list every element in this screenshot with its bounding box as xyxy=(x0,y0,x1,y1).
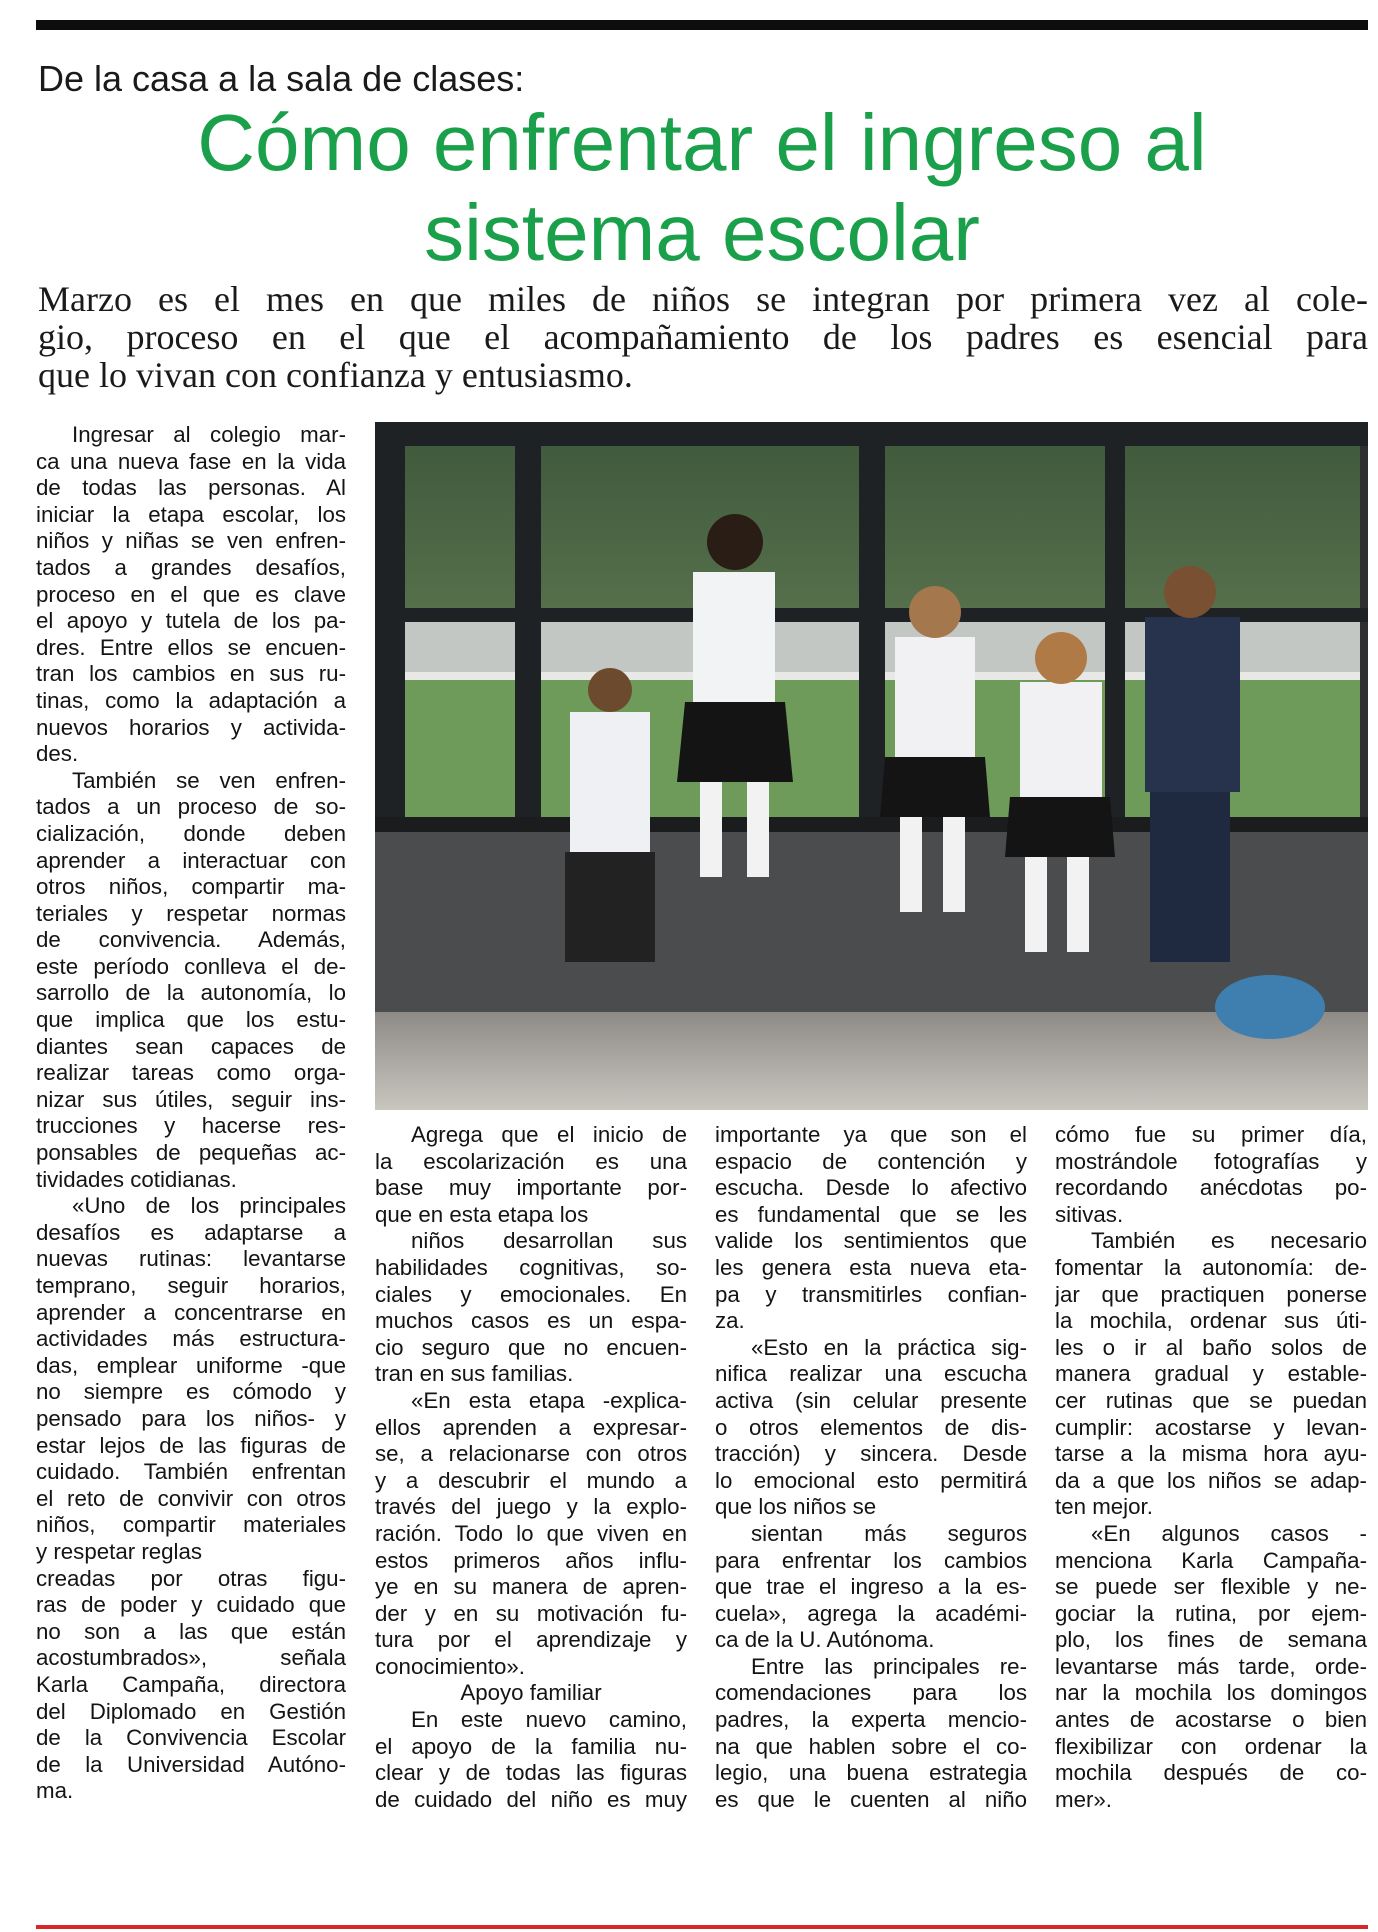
article-line: que en esta etapa los xyxy=(375,1201,589,1227)
article-line: que trae el ingreso a la es- xyxy=(715,1574,1027,1600)
article-line: tados a un proceso de so- xyxy=(36,794,346,820)
article-line: plo, los fines de semana xyxy=(1055,1627,1367,1653)
article-line: ma. xyxy=(36,1778,74,1804)
article-line: tura por el aprendizaje y xyxy=(375,1627,687,1653)
article-line: También se ven enfren- xyxy=(72,767,346,793)
article-line: para enfrentar los cambios xyxy=(715,1547,1027,1573)
article-line: de convivencia. Además, xyxy=(36,927,346,953)
article-line: sarrollo de la autonomía, lo xyxy=(36,980,346,1006)
article-line: ca de la U. Autónoma. xyxy=(715,1627,935,1653)
article-line: manera gradual y estable- xyxy=(1055,1361,1367,1387)
article-line: base muy importante por- xyxy=(375,1175,687,1201)
article-photo xyxy=(375,422,1368,1110)
article-line: niños, compartir materiales xyxy=(36,1512,346,1538)
article-line: tran en sus familias. xyxy=(375,1361,574,1387)
article-line: lo emocional esto permitirá xyxy=(715,1467,1027,1493)
article-column-3 xyxy=(715,1122,1027,1813)
article-line: de la Convivencia Escolar xyxy=(36,1725,346,1751)
article-line: «Uno de los principales xyxy=(72,1193,346,1219)
article-line: nuevas rutinas: levantarse xyxy=(36,1246,346,1272)
article-line: tarse a la misma hora ayu- xyxy=(1055,1441,1367,1467)
article-line: se puede ser flexible y ne- xyxy=(1055,1574,1367,1600)
article-line: «En esta etapa -explica- xyxy=(411,1387,687,1413)
article-column-2 xyxy=(375,1122,687,1813)
article-line: tran los cambios en sus ru- xyxy=(36,661,346,687)
article-line: antes de acostarse o bien xyxy=(1055,1707,1367,1733)
article-line: este período conlleva el de- xyxy=(36,953,346,979)
article-line: de todas las personas. Al xyxy=(36,475,346,501)
article-line: dres. Entre ellos se encuen- xyxy=(36,634,346,660)
kicker: De la casa a la sala de clases: xyxy=(38,58,525,99)
article-line: jar que practiquen ponerse xyxy=(1055,1281,1367,1307)
article-line: cio seguro que no encuen- xyxy=(375,1334,687,1360)
article-line: de la Universidad Autóno- xyxy=(36,1751,346,1777)
article-line: o otros elementos de dis- xyxy=(715,1414,1027,1440)
lead-line: Marzo es el mes en que miles de niños se integran por primera vez al cole- xyxy=(38,279,1368,319)
article-line: es fundamental que se les xyxy=(715,1201,1027,1227)
article-line: clear y de todas las figuras xyxy=(375,1760,687,1786)
article-line: estar lejos de las figuras de xyxy=(36,1432,346,1458)
article-line: no siempre es cómodo y xyxy=(36,1379,346,1405)
article-line: En este nuevo camino, xyxy=(411,1707,687,1733)
article-line: mochila después de co- xyxy=(1055,1760,1367,1786)
article-line: se, a relacionarse con otros xyxy=(375,1441,687,1467)
article-line: aprender a interactuar con xyxy=(36,847,346,873)
article-line: gociar la rutina, por ejem- xyxy=(1055,1600,1367,1626)
article-line: temprano, seguir horarios, xyxy=(36,1273,346,1298)
article-line: das, emplear uniforme -que xyxy=(36,1352,346,1378)
lead-line: gio, proceso en el que el acompañamiento de los padres es esencial para xyxy=(38,317,1368,357)
article-line: tados a grandes desafíos, xyxy=(36,554,346,580)
article-line: Karla Campaña, directora xyxy=(36,1671,346,1697)
article-line: la mochila, ordenar sus úti- xyxy=(1055,1308,1367,1334)
article-line: les genera esta nueva eta- xyxy=(715,1254,1027,1280)
article-line: otros niños, compartir ma- xyxy=(36,874,346,900)
article-line: través del juego y la explo- xyxy=(375,1494,687,1520)
article-line: teriales y respetar normas xyxy=(36,900,346,926)
article-line: cuidado. También enfrentan xyxy=(36,1459,346,1485)
bottom-rule xyxy=(36,1925,1368,1929)
article-line: flexibilizar con ordenar la xyxy=(1055,1733,1367,1759)
lead-paragraph xyxy=(38,280,1368,394)
article-line: del Diplomado en Gestión xyxy=(36,1698,346,1724)
article-line: iniciar la etapa escolar, los xyxy=(36,501,346,527)
headline-line: sistema escolar xyxy=(424,188,980,277)
article-line: fomentar la autonomía: de- xyxy=(1055,1254,1367,1280)
article-line: estos primeros años influ- xyxy=(375,1547,687,1573)
article-line: conocimiento». xyxy=(375,1653,525,1679)
article-line: realizar tareas como orga- xyxy=(36,1060,346,1086)
article-line: ten mejor. xyxy=(1055,1494,1153,1520)
article-line: ellos aprenden a expresar- xyxy=(375,1414,687,1440)
article-line: activa (sin celular presente xyxy=(715,1387,1027,1413)
article-line: ciales y emocionales. En xyxy=(375,1281,687,1307)
article-line: y a descubrir el mundo a xyxy=(375,1467,687,1493)
article-line: ca una nueva fase en la vida xyxy=(36,448,346,474)
article-line: za. xyxy=(715,1308,745,1334)
headline xyxy=(36,98,1368,278)
article-line: diantes sean capaces de xyxy=(36,1033,346,1059)
article-line: cer rutinas que se puedan xyxy=(1055,1387,1367,1413)
article-line: nuevos horarios y activida- xyxy=(36,714,346,740)
article-line: menciona Karla Campaña- xyxy=(1055,1547,1367,1573)
article-line: «En algunos casos - xyxy=(1091,1520,1367,1546)
lead-line: que lo vivan con confianza y entusiasmo. xyxy=(38,355,633,395)
article-line: ras de poder y cuidado que xyxy=(36,1592,346,1618)
article-line: aprender a concentrarse en xyxy=(36,1299,346,1325)
article-line: na que hablen sobre el co- xyxy=(715,1733,1027,1759)
article-line: Apoyo familiar xyxy=(460,1680,602,1706)
article-line: mer». xyxy=(1055,1786,1112,1812)
article-line: acostumbrados», señala xyxy=(36,1645,346,1671)
article-line: nizar sus útiles, seguir ins- xyxy=(36,1086,346,1112)
article-line: padres, la experta mencio- xyxy=(715,1707,1027,1733)
article-line: recordando anécdotas po- xyxy=(1055,1175,1367,1201)
article-line: no son a las que están xyxy=(36,1618,346,1644)
article-line: actividades más estructura- xyxy=(36,1326,346,1352)
article-line: ponsables de pequeñas ac- xyxy=(36,1140,346,1166)
article-line: que los niños se xyxy=(715,1494,877,1520)
article-line: Entre las principales re- xyxy=(751,1653,1027,1679)
photo-children-at-window xyxy=(375,422,1368,1110)
article-line: trucciones y hacerse res- xyxy=(36,1113,346,1139)
article-line: der y en su motivación fu- xyxy=(375,1600,687,1626)
article-column-1 xyxy=(36,422,346,1805)
article-line: que implica que los estu- xyxy=(36,1007,346,1033)
article-line: des. xyxy=(36,741,79,767)
article-line: levantarse más tarde, orde- xyxy=(1055,1653,1367,1679)
article-line: cumplir: acostarse y levan- xyxy=(1055,1414,1367,1440)
article-line: la escolarización es una xyxy=(375,1148,687,1174)
article-line: sitivas. xyxy=(1055,1201,1124,1227)
article-line: de cuidado del niño es muy xyxy=(375,1786,687,1812)
article-line: sientan más seguros xyxy=(751,1520,1027,1546)
article-line: el apoyo de la familia nu- xyxy=(375,1733,687,1759)
article-line: habilidades cognitivas, so- xyxy=(375,1254,687,1280)
article-line: pa y transmitirles confian- xyxy=(715,1281,1027,1307)
article-line: niños desarrollan sus xyxy=(411,1228,687,1254)
article-line: desafíos es adaptarse a xyxy=(36,1219,346,1245)
article-line: creadas por otras figu- xyxy=(36,1565,346,1591)
article-line: es que le cuenten al niño xyxy=(715,1786,1027,1812)
article-line: comendaciones para los xyxy=(715,1680,1027,1706)
article-line: ye en su manera de apren- xyxy=(375,1574,687,1600)
article-line: proceso en el que es clave xyxy=(36,581,346,607)
article-line: Ingresar al colegio mar- xyxy=(72,422,346,447)
article-line: cuela», agrega la académi- xyxy=(715,1600,1027,1626)
article-line: les o ir al baño solos de xyxy=(1055,1334,1367,1360)
article-line: importante ya que son el xyxy=(715,1122,1027,1147)
article-line: nar la mochila los domingos xyxy=(1055,1680,1367,1706)
top-rule xyxy=(36,20,1368,30)
article-line: legio, una buena estrategia xyxy=(715,1760,1027,1786)
article-line: cialización, donde deben xyxy=(36,820,346,846)
article-line: cómo fue su primer día, xyxy=(1055,1122,1367,1147)
article-line: pensado para los niños- y xyxy=(36,1405,346,1431)
article-line: Agrega que el inicio de xyxy=(411,1122,687,1147)
article-line: escucha. Desde lo afectivo xyxy=(715,1175,1027,1201)
article-line: tinas, como la adaptación a xyxy=(36,687,346,713)
article-column-4 xyxy=(1055,1122,1367,1813)
article-line: el apoyo y tutela de los pa- xyxy=(36,608,346,634)
article-line: el reto de convivir con otros xyxy=(36,1485,346,1511)
article-line: espacio de contención y xyxy=(715,1148,1027,1174)
article-line: muchos casos es un espa- xyxy=(375,1308,687,1334)
article-line: tividades cotidianas. xyxy=(36,1166,237,1192)
article-line: da a que los niños se adap- xyxy=(1055,1467,1367,1493)
article-line: «Esto en la práctica sig- xyxy=(751,1334,1027,1360)
article-line: nifica realizar una escucha xyxy=(715,1361,1027,1387)
article-line: ración. Todo lo que viven en xyxy=(375,1520,687,1546)
article-line: y respetar reglas xyxy=(36,1538,203,1564)
article-line: mostrándole fotografías y xyxy=(1055,1148,1367,1174)
article-line: tracción) y sincera. Desde xyxy=(715,1441,1027,1467)
headline-line: Cómo enfrentar el ingreso al xyxy=(197,98,1207,187)
article-line: niños y niñas se ven enfren- xyxy=(36,528,346,554)
article-line: También es necesario xyxy=(1091,1228,1367,1254)
article-line: valide los sentimientos que xyxy=(715,1228,1027,1254)
